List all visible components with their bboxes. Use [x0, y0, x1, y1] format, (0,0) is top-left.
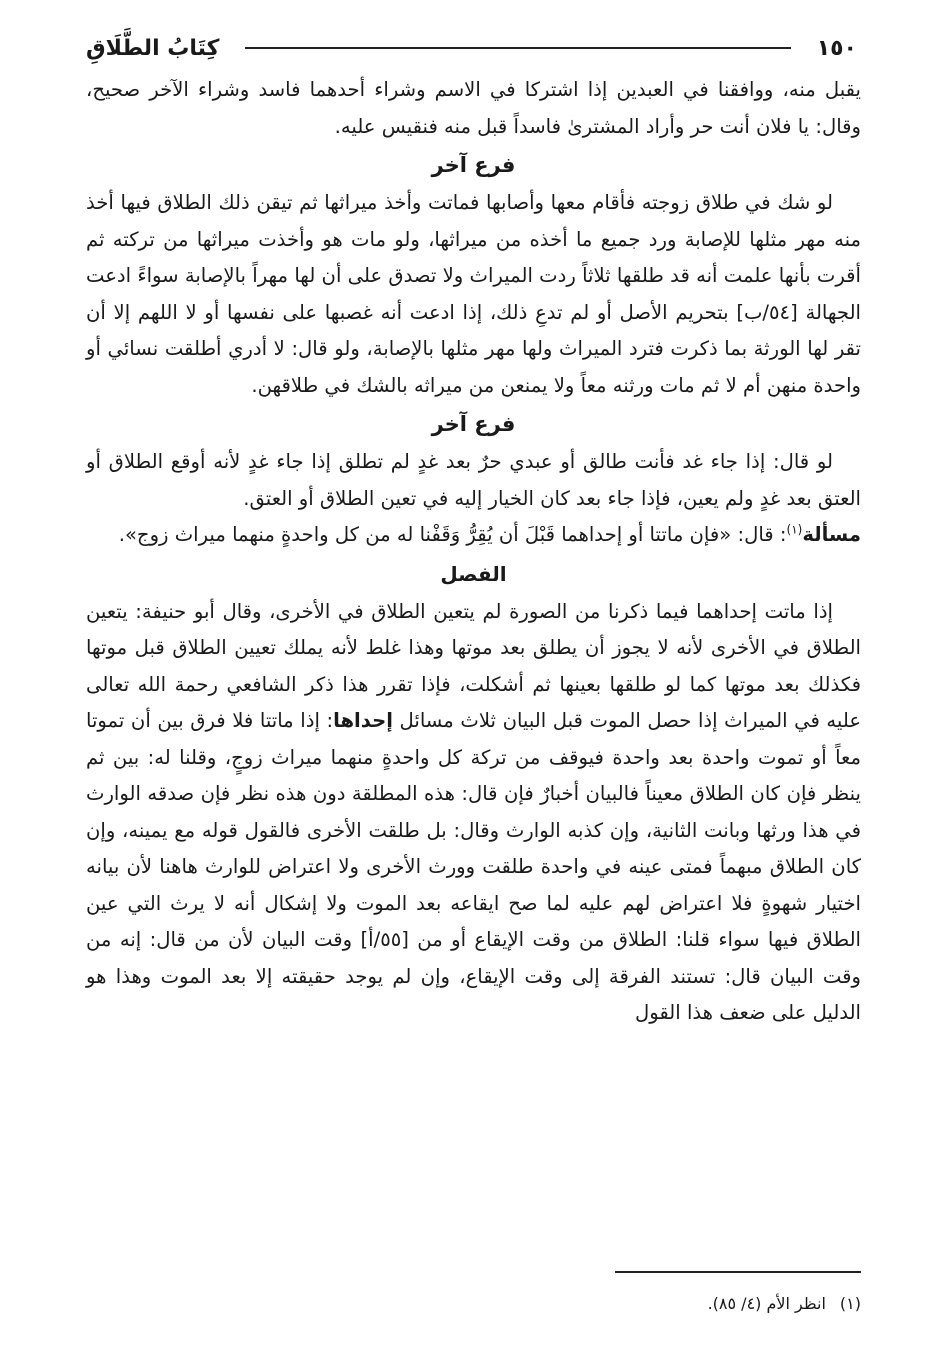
footnote — [708, 1291, 861, 1317]
issue-label: مسألة — [802, 523, 861, 546]
footnote-text: انظر الأم (٤/ ٨٥). — [707, 1294, 826, 1313]
paragraph-2: لو شك في طلاق زوجته فأقام معها وأصابها فماتت وأخذ ميراثها ثم تيقن ذلك الطلاق فيها أخذ منه مهر مثلها للإصابة ورد جميع ما أخذه من ميراثها، ولو مات هو وأخذت ميراثها من تركته ثم أقرت بأنها علمت أنه قد طلقها ثلاثاً ردت الميراث ولا تصدق على أن لها مهراً بالإصابة سواءً ادعت الجهالة [٥٤/ب] بتحريم الأصل أو لم تدعِ ذلك، إذا ادعت أنه غصبها على نفسها أو لا اللهم إلا أن تقر لها الورثة بما ذكرت فترد الميراث ولها مهر مثلها بالإصابة، ولو قال: لا أدري أطلقت نسائي أو واحدة منهن أم لا ثم مات ورثنه معاً ولا يمنعن من ميراثه بالشك في طلاقهن. — [86, 191, 861, 397]
page-header — [86, 30, 861, 66]
paragraph-5-text: إذا ماتت إحداهما فيما ذكرنا من الصورة لم يتعين الطلاق في الأخرى، وقال أبو حنيفة: يتعين الطلاق في الأخرى لأنه لا يجوز أن يطلق بعد موتها وهذا غلط لأنه يملك تعيين الطلاق قبل موتها فكذلك بعد موتها كما لو طلقها بعينها ثم أشكلت، فإذا تقرر هذا ذكر الشافعي رحمة الله تعالى عليه في الميراث إذا حصل الموت قبل البيان ثلاث مسائل — [86, 599, 862, 732]
running-title: كِتَابُ الطَّلَاقِ — [86, 35, 220, 61]
paragraph-4 — [86, 517, 861, 554]
page-number: ١٥٠ — [816, 35, 857, 61]
header-rule — [245, 47, 790, 49]
section-heading-3: الفصل — [440, 561, 507, 586]
section-heading-2: فرع آخر — [431, 412, 516, 436]
paragraph-5 — [86, 594, 861, 1032]
footnote-number: (١) — [839, 1294, 861, 1313]
paragraph-5-rest: : إذا ماتتا فلا فرق بين أن تموتا معاً أو تموت واحدة بعد واحدة فيوقف من تركة كل واحدةٍ منهما ميراث زوجٍ، وقلنا له: بين ثم ينظر فإن كان الطلاق معيناً فالبيان أخبارٌ فإن قال: هذه المطلقة دون هذه نظر فإن صدقه الوارث في هذا ورثها وبانت الثانية، وإن كذبه الوارث وقال: بل طلقت الأخرى فالقول قوله مع يمينه، وإن كان الطلاق مبهماً فمتى عينه في واحدة طلقت وورث الأخرى ولا اعتراض للوارث هاهنا لأن بيانه اختيار شهوةٍ فلا اعتراض لهم عليه لما صح ايقاعه بعد الموت ولا إشكال أنه لا يرث التي عين الطلاق فيها سواء قلنا: الطلاق من وقت الإيقاع أو من [٥٥/أ] وقت البيان لأن من قال: إنه من وقت البيان قال: تستند الفرقة إلى وقت الإيقاع، وإن لم يوجد حقيقته إلا بعد الموت وهذا هو الدليل على ضعف هذا القول — [86, 709, 861, 1024]
footnote-rule — [615, 1271, 861, 1273]
footnote-ref: (١) — [786, 522, 803, 537]
paragraph-1: يقبل منه، ووافقنا في العبدين إذا اشتركا في الاسم وشراء أحدهما فاسد وشراء الآخر صحيح، وقال: يا فلان أنت حر وأراد المشترىٰ فاسداً قبل منه فنقيس عليه. — [86, 78, 861, 138]
section-heading-1: فرع آخر — [431, 153, 516, 177]
paragraph-3: لو قال: إذا جاء غد فأنت طالق أو عبدي حرٌ بعد غدٍ لم تطلق إذا جاء غدٍ لأنه أوقع الطلاق أو العتق بعد غدٍ ولم يعين، فإذا جاء بعد كان الخيار إليه في تعين الطلاق أو العتق. — [86, 450, 861, 510]
paragraph-4-text: : قال: «فإن ماتتا أو إحداهما قَبْلَ أن يُقِرُّ وَقَفْنا له من كل واحدةٍ منهما ميراث زوج». — [118, 523, 787, 546]
body-text — [86, 72, 861, 1032]
paragraph-5-bold: إحداها — [333, 709, 393, 732]
